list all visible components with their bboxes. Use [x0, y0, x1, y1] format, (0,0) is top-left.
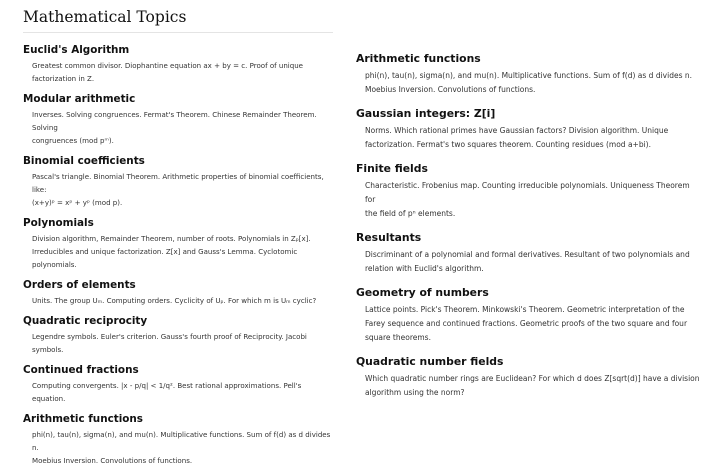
description-line: Lattice points. Pick's Theorem. Minkowski's Theorem. Geometric interpretation of the [365, 305, 685, 314]
topic-description [32, 379, 335, 405]
topic-description [365, 303, 701, 345]
description-line: relation with Euclid's algorithm. [365, 264, 484, 273]
left-topic-modular-arithmetic [23, 92, 335, 147]
topic-description [32, 59, 335, 85]
description-line: factorization in Z. [32, 74, 95, 83]
description-line: Farey sequence and continued fractions. Geometric proofs of the two square and four [365, 319, 688, 328]
topic-heading: Binomial coefficients [23, 155, 145, 167]
description-line: Moebius Inversion. Convolutions of functions. [32, 456, 193, 465]
topic-description [32, 428, 335, 467]
description-line: Characteristic. Frobenius map. Counting irreducible polynomials. Uniqueness Theorem for [365, 181, 690, 204]
topic-heading: Arithmetic functions [356, 52, 481, 65]
topic-heading: Euclid's Algorithm [23, 44, 130, 56]
topic-description [365, 248, 701, 276]
title-divider [23, 32, 333, 33]
topic-description [365, 179, 701, 221]
left-topic-polynomials [23, 216, 335, 271]
right-column [356, 51, 701, 409]
topic-description [365, 69, 701, 97]
description-line: Which quadratic number rings are Euclidean? For which d does Z[sqrt(d)] have a division [365, 374, 700, 383]
topic-description [32, 170, 335, 209]
topic-heading: Continued fractions [23, 364, 139, 376]
topic-heading: Modular arithmetic [23, 93, 136, 105]
topic-description [32, 294, 335, 307]
description-line: Units. The group Uₘ. Computing orders. Cyclicity of Uₚ. For which m is Uₘ cyclic? [32, 296, 317, 305]
page-title: Mathematical Topics [23, 8, 187, 26]
description-line: Computing convergents. |x - p/q| < 1/q². Best rational approximations. Pell's equation. [32, 381, 302, 403]
description-line: Moebius Inversion. Convolutions of functions. [365, 85, 536, 94]
description-line: phi(n), tau(n), sigma(n), and mu(n). Multiplicative functions. Sum of f(d) as d divides n. [32, 430, 331, 452]
topic-description [365, 372, 701, 400]
topic-description [32, 232, 335, 271]
right-topic-quadratic-number-fields [356, 354, 701, 400]
description-line: factorization. Fermat's two squares theorem. Counting residues (mod a+bi). [365, 140, 651, 149]
description-line: Division algorithm, Remainder Theorem, number of roots. Polynomials in Zₚ[x]. [32, 234, 311, 243]
topic-heading: Finite fields [356, 162, 428, 175]
topic-heading: Geometry of numbers [356, 286, 489, 299]
topic-description [32, 108, 335, 147]
topic-heading: Polynomials [23, 217, 94, 229]
description-line: Inverses. Solving congruences. Fermat's Theorem. Chinese Remainder Theorem. Solving [32, 110, 317, 132]
description-line: Greatest common divisor. Diophantine equation ax + by = c. Proof of unique [32, 61, 304, 70]
description-line: algorithm using the norm? [365, 388, 465, 397]
description-line: Norms. Which rational primes have Gaussian factors? Division algorithm. Unique [365, 126, 669, 135]
right-topic-arithmetic-functions [356, 51, 701, 97]
description-line: the field of pⁿ elements. [365, 209, 456, 218]
left-topic-quadratic-reciprocity [23, 314, 335, 356]
topic-heading: Arithmetic functions [23, 413, 143, 425]
description-line: phi(n), tau(n), sigma(n), and mu(n). Multiplicative functions. Sum of f(d) as d divides n. [365, 71, 693, 80]
topic-heading: Orders of elements [23, 279, 136, 291]
description-line: Legendre symbols. Euler's criterion. Gauss's fourth proof of Reciprocity. Jacobi symbols. [32, 332, 307, 354]
description-line: square theorems. [365, 333, 431, 342]
topic-heading: Quadratic reciprocity [23, 315, 148, 327]
right-topic-geometry-of-numbers [356, 285, 701, 345]
right-topic-resultants [356, 230, 701, 276]
topic-heading: Quadratic number fields [356, 355, 504, 368]
description-line: Irreducibles and unique factorization. Z[x] and Gauss's Lemma. Cyclotomic polynomials. [32, 247, 298, 269]
left-topic-continued-fractions [23, 363, 335, 405]
topic-heading: Resultants [356, 231, 422, 244]
topic-description [365, 124, 701, 152]
description-line: Pascal's triangle. Binomial Theorem. Arithmetic properties of binomial coefficients, like: [32, 172, 324, 194]
description-line: Discriminant of a polynomial and formal derivatives. Resultant of two polynomials and [365, 250, 690, 259]
topic-description [32, 330, 335, 356]
topic-heading: Gaussian integers: Z[i] [356, 107, 496, 120]
left-column [23, 43, 335, 474]
right-topic-gaussian-integers-z-i [356, 106, 701, 152]
left-topic-orders-of-elements [23, 278, 335, 307]
left-topic-arithmetic-functions [23, 412, 335, 467]
left-topic-euclid-s-algorithm [23, 43, 335, 85]
description-line: (x+y)ᵖ = xᵖ + yᵖ (mod p). [32, 198, 123, 207]
description-line: congruences (mod pᵐ). [32, 136, 114, 145]
left-topic-binomial-coefficients [23, 154, 335, 209]
right-topic-finite-fields [356, 161, 701, 221]
